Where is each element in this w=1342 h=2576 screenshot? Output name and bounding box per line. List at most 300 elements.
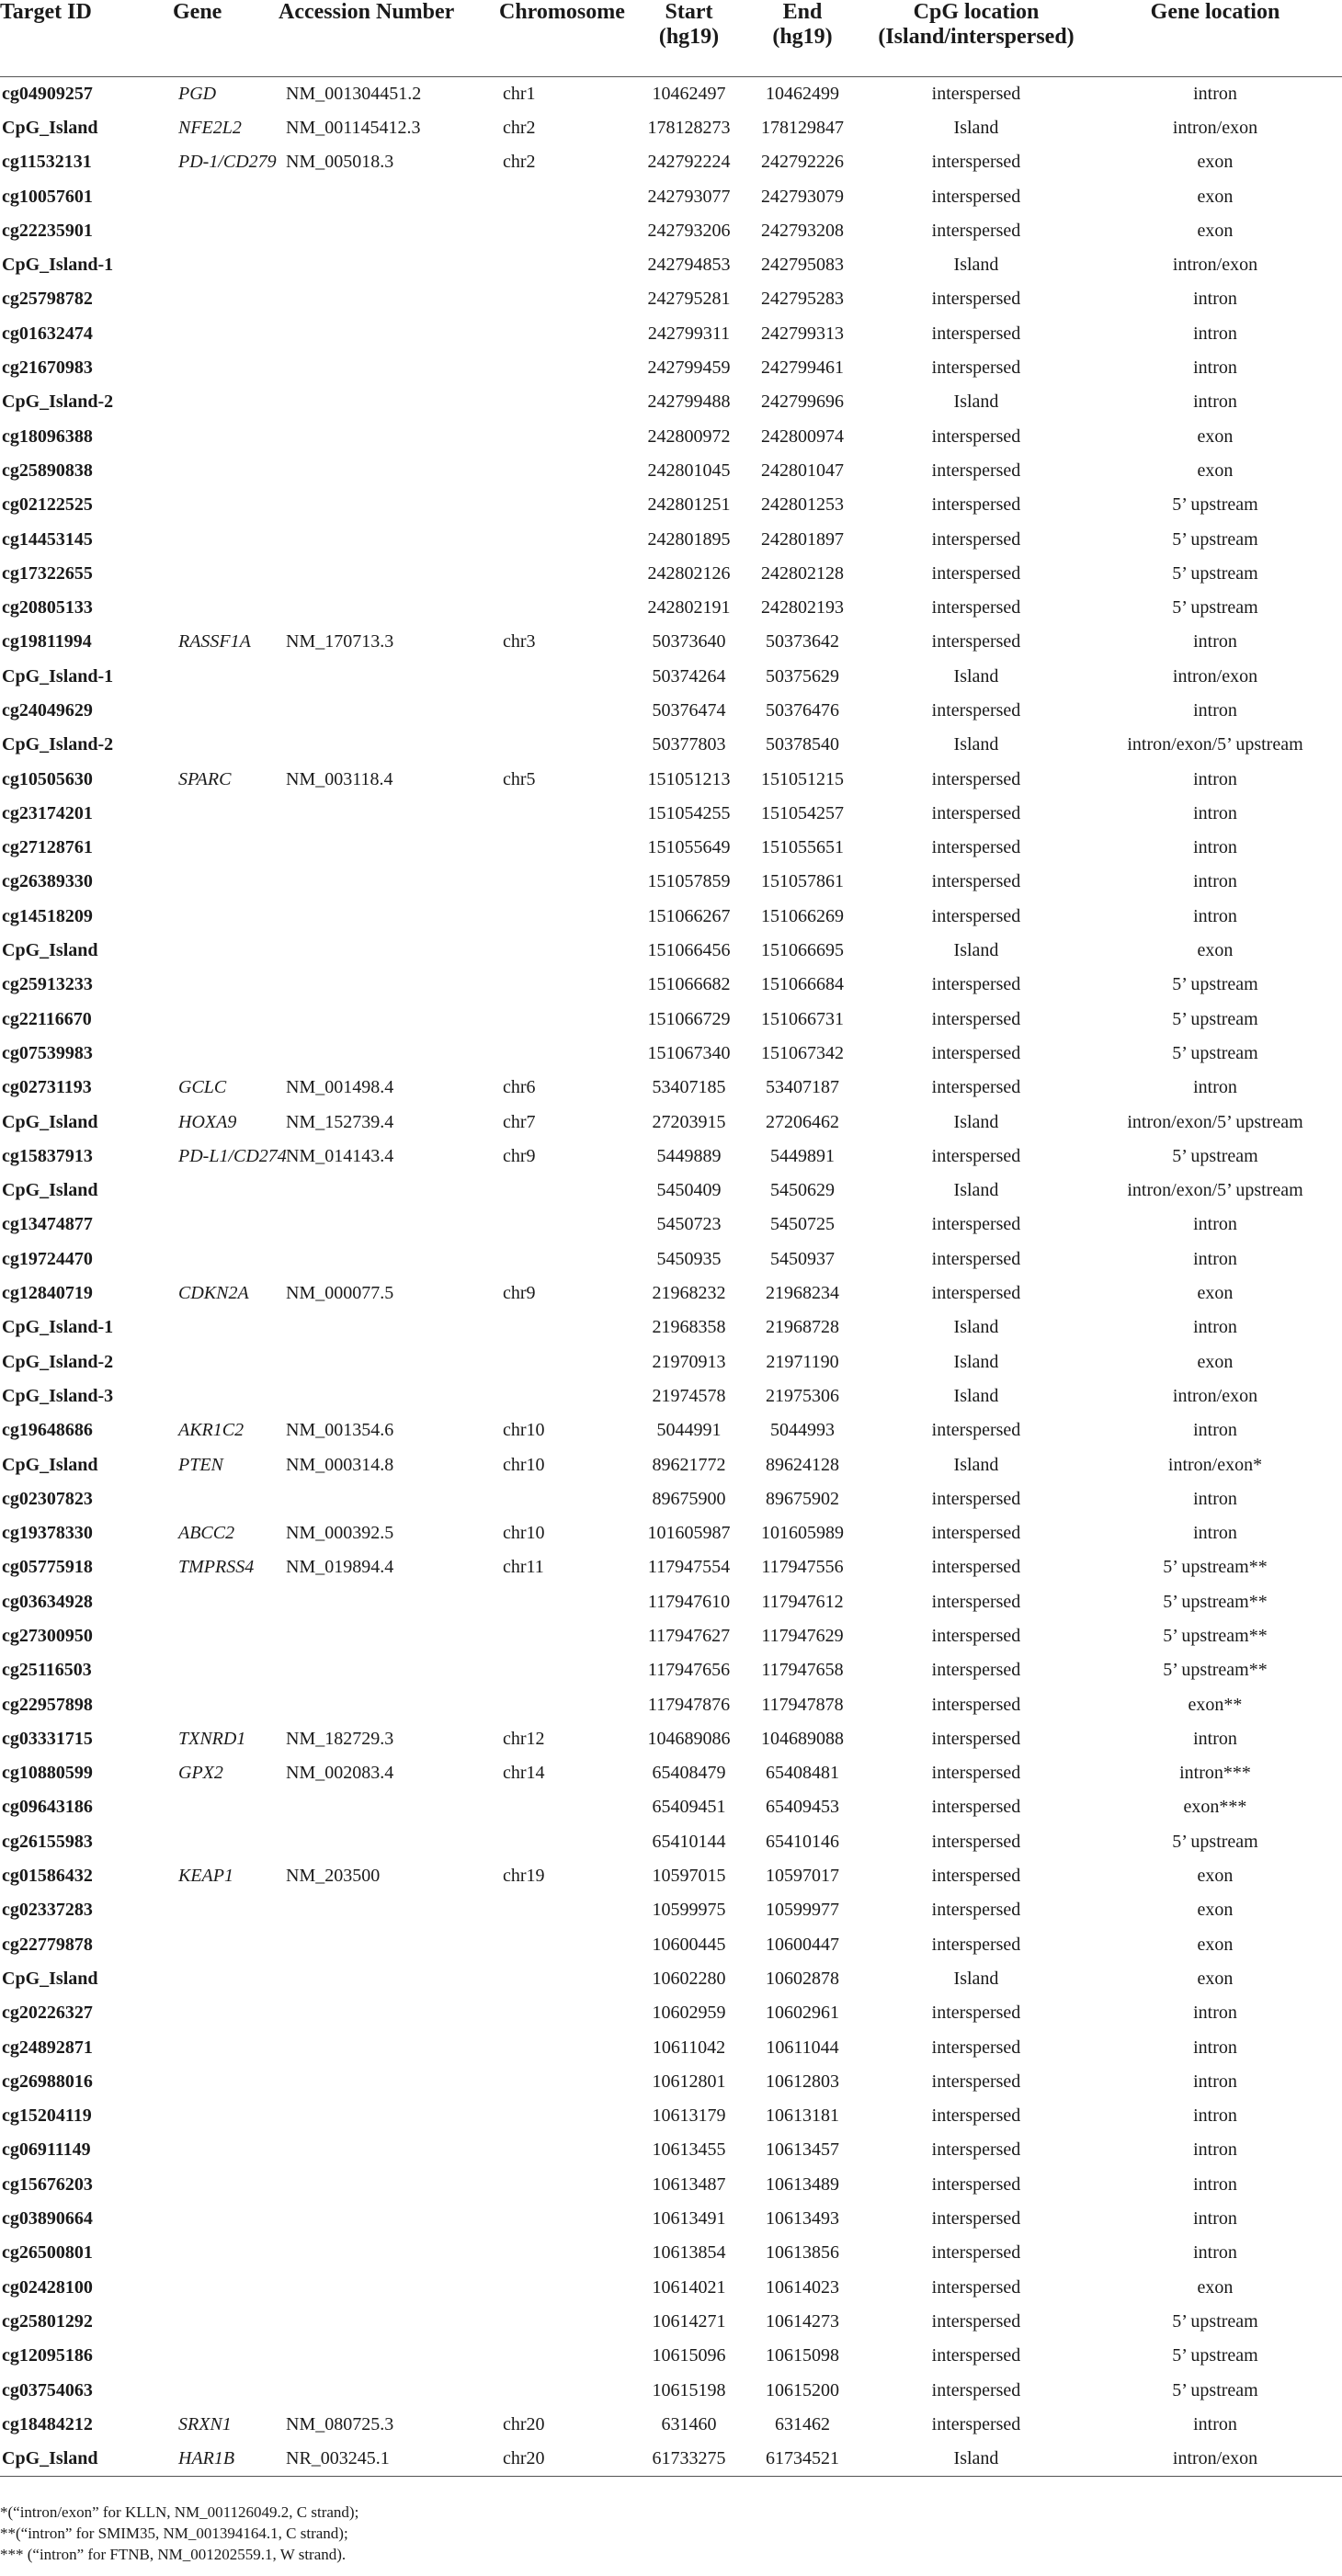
end-cell: 242795083 xyxy=(761,255,844,276)
start-cell: 21974578 xyxy=(652,1385,726,1406)
table-row xyxy=(0,2133,1342,2167)
start-cell: 10612801 xyxy=(652,2071,726,2092)
end-cell: 89624128 xyxy=(766,1454,839,1475)
gene-location-cell: intron/exon/5’ upstream xyxy=(1127,1111,1303,1132)
end-cell: 151066695 xyxy=(761,940,844,961)
gene-location-cell: exon xyxy=(1197,186,1234,207)
gene-cell xyxy=(173,1243,279,1277)
cpg-location-cell: interspersed xyxy=(931,2173,1021,2195)
chromosome-cell xyxy=(499,1037,637,1071)
start-cell: 242801895 xyxy=(647,528,731,550)
gene-cell: TXNRD1 xyxy=(178,1728,246,1749)
target-id-cell: cg18484212 xyxy=(2,2413,93,2434)
table-row xyxy=(0,1105,1342,1139)
target-id-cell: cg02122525 xyxy=(2,494,93,516)
end-cell: 10615098 xyxy=(766,2345,839,2366)
table-row xyxy=(0,1174,1342,1208)
gene-cell: SPARC xyxy=(178,768,232,789)
gene-cell xyxy=(173,831,279,865)
accession-cell xyxy=(279,1243,499,1277)
start-cell: 89621772 xyxy=(652,1454,726,1475)
end-cell: 50375629 xyxy=(766,665,839,687)
target-id-cell: cg22957898 xyxy=(2,1694,93,1715)
end-cell: 151051215 xyxy=(761,768,844,789)
cpg-location-cell: interspersed xyxy=(931,1523,1021,1544)
start-cell: 151066267 xyxy=(647,905,731,926)
target-id-cell: cg27300950 xyxy=(2,1626,93,1646)
end-cell: 65410146 xyxy=(766,1831,839,1852)
target-id-cell: cg20805133 xyxy=(2,597,93,618)
table-row xyxy=(0,2271,1342,2305)
chromosome-cell xyxy=(499,1379,637,1413)
gene-location-cell: exon** xyxy=(1188,1694,1243,1715)
table-row xyxy=(0,1208,1342,1242)
gene-cell: PD-L1/CD274 xyxy=(178,1145,287,1166)
gene-location-cell: intron xyxy=(1193,802,1237,823)
table-row xyxy=(0,1345,1342,1379)
end-cell: 5044993 xyxy=(770,1420,835,1441)
gene-cell xyxy=(173,488,279,522)
start-cell: 21968232 xyxy=(652,1283,726,1304)
chromosome-cell xyxy=(499,1893,637,1927)
target-id-cell: cg15204119 xyxy=(2,2105,92,2127)
chromosome-cell: chr6 xyxy=(503,1077,536,1098)
target-id-cell: cg03890664 xyxy=(2,2208,93,2230)
accession-cell: NM_005018.3 xyxy=(286,152,394,173)
gene-cell: GPX2 xyxy=(178,1763,223,1784)
gene-location-cell: exon*** xyxy=(1183,1797,1247,1818)
chromosome-cell xyxy=(499,1243,637,1277)
target-id-cell: cg09643186 xyxy=(2,1797,93,1818)
end-cell: 10613489 xyxy=(766,2173,839,2195)
accession-cell xyxy=(279,1790,499,1824)
table-row xyxy=(0,522,1342,556)
cpg-location-cell: interspersed xyxy=(931,1214,1021,1235)
end-cell: 21968234 xyxy=(766,1283,839,1304)
table-row xyxy=(0,1928,1342,1962)
start-cell: 242792224 xyxy=(647,152,731,173)
target-id-cell: CpG_Island-2 xyxy=(2,734,114,755)
gene-cell xyxy=(173,1962,279,1996)
cpg-location-cell: interspersed xyxy=(931,1008,1021,1029)
target-id-cell: cg12840719 xyxy=(2,1283,93,1304)
start-cell: 242799459 xyxy=(647,357,731,379)
accession-cell: NM_152739.4 xyxy=(286,1111,394,1132)
chromosome-cell xyxy=(499,1687,637,1721)
gene-cell xyxy=(173,2133,279,2167)
table-row xyxy=(0,1140,1342,1174)
gene-location-cell: intron*** xyxy=(1179,1763,1251,1784)
gene-cell xyxy=(173,2271,279,2305)
table-row xyxy=(0,797,1342,831)
table-row xyxy=(0,968,1342,1002)
gene-location-cell: intron xyxy=(1193,2105,1237,2127)
end-cell: 117947612 xyxy=(761,1591,844,1612)
gene-location-cell: intron/exon xyxy=(1172,1385,1258,1406)
cpg-location-cell: interspersed xyxy=(931,974,1021,995)
chromosome-cell: chr3 xyxy=(503,631,536,653)
accession-cell xyxy=(279,1311,499,1345)
table-row xyxy=(0,2236,1342,2270)
end-cell: 117947556 xyxy=(761,1557,844,1578)
chromosome-cell xyxy=(499,1311,637,1345)
start-cell: 50373640 xyxy=(652,631,726,653)
cpg-location-cell: interspersed xyxy=(931,1763,1021,1784)
gene-location-cell: exon xyxy=(1197,152,1234,173)
gene-location-cell: intron xyxy=(1193,1077,1237,1098)
chromosome-cell xyxy=(499,351,637,385)
start-cell: 61733275 xyxy=(637,2442,741,2477)
chromosome-cell xyxy=(499,1928,637,1962)
chromosome-cell xyxy=(499,2099,637,2133)
start-cell: 53407185 xyxy=(652,1077,726,1098)
gene-cell xyxy=(173,1208,279,1242)
target-id-cell: cg14518209 xyxy=(2,905,93,926)
start-cell: 117947554 xyxy=(647,1557,731,1578)
gene-location-cell: intron xyxy=(1193,289,1237,310)
gene-location-cell: exon xyxy=(1197,1866,1234,1887)
end-cell: 5449891 xyxy=(770,1145,835,1166)
end-cell: 242801253 xyxy=(761,494,844,516)
table-row xyxy=(0,1071,1342,1105)
accession-cell xyxy=(279,1619,499,1653)
target-id-cell: cg02731193 xyxy=(2,1077,92,1098)
footnote: *(“intron/exon” for KLLN, NM_001126049.2, C strand); xyxy=(0,2503,359,2521)
accession-cell: NM_003118.4 xyxy=(286,768,393,789)
target-id-cell: cg27128761 xyxy=(2,837,93,858)
gene-location-cell: intron xyxy=(1193,2003,1237,2024)
chromosome-cell xyxy=(499,797,637,831)
chromosome-cell xyxy=(499,317,637,351)
target-id-cell: cg02428100 xyxy=(2,2276,93,2298)
gene-location-cell: 5’ upstream xyxy=(1172,1008,1258,1029)
gene-cell: TMPRSS4 xyxy=(178,1557,255,1578)
end-cell: 10613457 xyxy=(766,2139,839,2161)
gene-location-cell: intron xyxy=(1193,768,1237,789)
target-id-cell: cg02307823 xyxy=(2,1488,93,1509)
table-row xyxy=(0,111,1342,145)
accession-cell xyxy=(279,865,499,899)
start-cell: 5450935 xyxy=(656,1248,722,1269)
chromosome-cell xyxy=(499,1174,637,1208)
gene-location-cell: 5’ upstream xyxy=(1172,2345,1258,2366)
target-id-cell: cg10057601 xyxy=(2,186,93,207)
target-id-cell: cg12095186 xyxy=(2,2345,93,2366)
target-id-cell: cg24049629 xyxy=(2,699,93,721)
accession-cell: NM_000392.5 xyxy=(286,1523,394,1544)
chromosome-cell xyxy=(499,1208,637,1242)
table-row xyxy=(0,1893,1342,1927)
start-cell: 21968358 xyxy=(652,1317,726,1338)
accession-cell xyxy=(279,282,499,316)
chromosome-cell xyxy=(499,419,637,453)
chromosome-cell xyxy=(499,728,637,762)
gene-location-cell: 5’ upstream xyxy=(1172,494,1258,516)
gene-cell xyxy=(173,1585,279,1619)
accession-cell xyxy=(279,557,499,591)
end-cell: 631462 xyxy=(775,2413,830,2434)
table-row xyxy=(0,2442,1342,2477)
accession-cell: NM_001354.6 xyxy=(286,1420,394,1441)
cpg-location-cell: interspersed xyxy=(931,289,1021,310)
gene-cell xyxy=(173,934,279,968)
start-cell: 5450409 xyxy=(656,1180,722,1201)
end-cell: 53407187 xyxy=(766,1077,839,1098)
start-cell: 178128273 xyxy=(647,117,731,138)
end-cell: 242799696 xyxy=(761,392,844,413)
cpg-location-cell: Island xyxy=(953,1454,999,1475)
gene-cell xyxy=(173,1345,279,1379)
gene-location-cell: 5’ upstream xyxy=(1172,2310,1258,2332)
chromosome-cell: chr1 xyxy=(499,76,637,111)
target-id-cell: CpG_Island-1 xyxy=(2,665,114,687)
start-cell: 242794853 xyxy=(647,255,731,276)
accession-cell xyxy=(279,2099,499,2133)
end-cell: 21968728 xyxy=(766,1317,839,1338)
cpg-location-cell: interspersed xyxy=(931,460,1021,481)
gene-cell xyxy=(173,2168,279,2202)
chromosome-cell xyxy=(499,214,637,248)
cpg-location-cell: interspersed xyxy=(931,837,1021,858)
gene-cell: PD-1/CD279 xyxy=(178,152,277,173)
accession-cell xyxy=(279,2065,499,2099)
accession-cell xyxy=(279,2202,499,2236)
end-cell: 242792226 xyxy=(761,152,844,173)
gene-cell xyxy=(173,968,279,1002)
gene-cell xyxy=(173,1893,279,1927)
gene-location-cell: intron xyxy=(1193,392,1237,413)
chromosome-cell xyxy=(499,660,637,694)
table-row xyxy=(0,2305,1342,2339)
start-cell: 50377803 xyxy=(652,734,726,755)
gene-location-cell: intron xyxy=(1193,837,1237,858)
target-id-cell: cg05775918 xyxy=(2,1557,93,1578)
end-cell: 242795283 xyxy=(761,289,844,310)
gene-location-cell: exon xyxy=(1197,1351,1234,1372)
gene-cell xyxy=(173,797,279,831)
cpg-location-cell: interspersed xyxy=(931,631,1021,653)
target-id-cell: cg23174201 xyxy=(2,802,93,823)
gene-location-cell: intron/exon/5’ upstream xyxy=(1127,734,1303,755)
chromosome-cell xyxy=(499,1790,637,1824)
end-cell: 50373642 xyxy=(766,631,839,653)
end-cell: 10613181 xyxy=(766,2105,839,2127)
table-row xyxy=(0,934,1342,968)
chromosome-cell xyxy=(499,1482,637,1516)
start-cell: 10600445 xyxy=(652,1934,726,1955)
gene-location-cell: intron xyxy=(1193,1317,1237,1338)
target-id-cell: cg03634928 xyxy=(2,1591,93,1612)
accession-cell: NM_080725.3 xyxy=(286,2413,394,2434)
chromosome-cell xyxy=(499,1003,637,1037)
target-id-cell: cg03754063 xyxy=(2,2379,93,2400)
cpg-location-cell: interspersed xyxy=(931,905,1021,926)
end-cell: 65409453 xyxy=(766,1797,839,1818)
gene-cell xyxy=(173,660,279,694)
gene-location-cell: intron xyxy=(1193,1214,1237,1235)
accession-cell xyxy=(279,2168,499,2202)
gene-location-cell: exon xyxy=(1197,1968,1234,1989)
chromosome-cell xyxy=(499,1996,637,2030)
table-row xyxy=(0,2373,1342,2407)
target-id-cell: cg04909257 xyxy=(0,76,173,111)
target-id-cell: CpG_Island-1 xyxy=(2,255,114,276)
cpg-location-cell: interspersed xyxy=(931,802,1021,823)
gene-location-cell: intron xyxy=(1193,1728,1237,1749)
accession-cell xyxy=(279,2339,499,2373)
accession-cell xyxy=(279,2271,499,2305)
header-gene: Gene xyxy=(173,0,222,24)
cpg-location-cell: interspersed xyxy=(931,2413,1021,2434)
gene-location-cell: intron xyxy=(1193,1523,1237,1544)
accession-cell xyxy=(279,385,499,419)
table-row xyxy=(0,865,1342,899)
target-id-cell: cg25913233 xyxy=(2,974,93,995)
gene-cell: CDKN2A xyxy=(178,1283,249,1304)
end-cell: 117947658 xyxy=(761,1660,844,1681)
cpg-location-cell: interspersed xyxy=(931,768,1021,789)
gene-cell: HOXA9 xyxy=(178,1111,237,1132)
accession-cell: NM_203500 xyxy=(286,1866,381,1887)
end-cell: 242793079 xyxy=(761,186,844,207)
gene-cell xyxy=(173,557,279,591)
start-cell: 151066456 xyxy=(647,940,731,961)
table-row xyxy=(0,2065,1342,2099)
table-row xyxy=(0,1722,1342,1756)
cpg-location-cell: interspersed xyxy=(931,1660,1021,1681)
cpg-location-cell: Island xyxy=(953,1317,999,1338)
chromosome-cell: chr19 xyxy=(503,1866,545,1887)
gene-cell xyxy=(173,1928,279,1962)
table-row xyxy=(0,831,1342,865)
cpg-location-cell: interspersed xyxy=(931,1866,1021,1887)
cpg-location-cell: Island xyxy=(864,2442,1088,2477)
accession-cell xyxy=(279,900,499,934)
target-id-cell: cg25801292 xyxy=(2,2310,93,2332)
cpg-location-cell: Island xyxy=(953,1111,999,1132)
start-cell: 242793206 xyxy=(647,220,731,241)
chromosome-cell xyxy=(499,1585,637,1619)
start-cell: 117947627 xyxy=(647,1626,731,1646)
target-id-cell: cg25890838 xyxy=(2,460,93,481)
accession-cell xyxy=(279,591,499,625)
end-cell: 151067342 xyxy=(761,1042,844,1063)
cpg-location-cell: Island xyxy=(953,1385,999,1406)
table-row xyxy=(0,900,1342,934)
target-id-cell: cg22235901 xyxy=(2,220,93,241)
cpg-location-cell: interspersed xyxy=(931,1694,1021,1715)
header-start: Start (hg19) xyxy=(658,0,720,49)
accession-cell: NM_002083.4 xyxy=(286,1763,394,1784)
table-row xyxy=(0,1003,1342,1037)
cpg-location-cell: interspersed xyxy=(931,1042,1021,1063)
cpg-location-cell: interspersed xyxy=(931,1145,1021,1166)
target-id-cell: cg02337283 xyxy=(2,1900,93,1921)
start-cell: 10462497 xyxy=(637,76,741,111)
gene-location-cell: intron xyxy=(1088,76,1342,111)
end-cell: 242802193 xyxy=(761,597,844,618)
header-end: End (hg19) xyxy=(772,0,833,49)
end-cell: 151066684 xyxy=(761,974,844,995)
end-cell: 242800974 xyxy=(761,426,844,447)
end-cell: 65408481 xyxy=(766,1763,839,1784)
target-id-cell: CpG_Island-3 xyxy=(2,1385,114,1406)
gene-cell: PGD xyxy=(173,76,279,111)
accession-cell xyxy=(279,831,499,865)
accession-cell xyxy=(279,1585,499,1619)
start-cell: 5449889 xyxy=(656,1145,722,1166)
chromosome-cell xyxy=(499,1962,637,1996)
start-cell: 104689086 xyxy=(647,1728,731,1749)
accession-cell xyxy=(279,488,499,522)
end-cell: 151054257 xyxy=(761,802,844,823)
cpg-location-cell: interspersed xyxy=(931,323,1021,344)
cpg-location-cell: Island xyxy=(953,392,999,413)
gene-cell xyxy=(173,1619,279,1653)
gene-location-cell: 5’ upstream xyxy=(1172,2379,1258,2400)
cpg-location-cell: interspersed xyxy=(931,357,1021,379)
gene-cell xyxy=(173,865,279,899)
chromosome-cell: chr2 xyxy=(503,117,536,138)
accession-cell xyxy=(279,1962,499,1996)
gene-cell: ABCC2 xyxy=(178,1523,235,1544)
cpg-location-cell: interspersed xyxy=(931,220,1021,241)
table-row xyxy=(0,2339,1342,2373)
table-row xyxy=(0,385,1342,419)
start-cell: 117947610 xyxy=(647,1591,731,1612)
cpg-location-cell: interspersed xyxy=(931,871,1021,892)
start-cell: 50374264 xyxy=(652,665,726,687)
end-cell: 10462499 xyxy=(741,76,864,111)
table-row xyxy=(0,145,1342,179)
gene-location-cell: 5’ upstream** xyxy=(1163,1591,1268,1612)
gene-cell: AKR1C2 xyxy=(178,1420,245,1441)
cpg-location-cell: interspersed xyxy=(931,2139,1021,2161)
cpg-location-cell: interspersed xyxy=(931,2037,1021,2058)
end-cell: 10613493 xyxy=(766,2208,839,2230)
gene-cell xyxy=(173,317,279,351)
end-cell: 5450629 xyxy=(770,1180,835,1201)
accession-cell xyxy=(279,660,499,694)
cpg-location-cell: interspersed xyxy=(931,1728,1021,1749)
start-cell: 117947656 xyxy=(647,1660,731,1681)
target-id-cell: cg03331715 xyxy=(2,1728,93,1749)
target-id-cell: cg26500801 xyxy=(2,2242,93,2264)
gene-cell xyxy=(173,2099,279,2133)
target-id-cell: cg06911149 xyxy=(2,2139,91,2161)
cpg-location-cell: interspersed xyxy=(931,2003,1021,2024)
target-id-cell: cg17322655 xyxy=(2,562,93,584)
gene-location-cell: exon xyxy=(1197,1283,1234,1304)
chromosome-cell xyxy=(499,2271,637,2305)
gene-cell xyxy=(173,1653,279,1687)
gene-location-cell: exon xyxy=(1197,940,1234,961)
gene-cell xyxy=(173,385,279,419)
gene-cell: RASSF1A xyxy=(178,631,251,653)
table-row xyxy=(0,1311,1342,1345)
start-cell: 21970913 xyxy=(652,1351,726,1372)
footnote: **(“intron” for SMIM35, NM_001394164.1, C strand); xyxy=(0,2525,348,2542)
accession-cell xyxy=(279,179,499,213)
table-row xyxy=(0,1825,1342,1859)
accession-cell xyxy=(279,454,499,488)
gene-location-cell: exon xyxy=(1197,1900,1234,1921)
chromosome-cell xyxy=(499,2168,637,2202)
accession-cell xyxy=(279,728,499,762)
accession-cell: NM_000077.5 xyxy=(286,1283,394,1304)
cpg-location-cell: Island xyxy=(953,734,999,755)
target-id-cell: cg25116503 xyxy=(2,1660,92,1681)
